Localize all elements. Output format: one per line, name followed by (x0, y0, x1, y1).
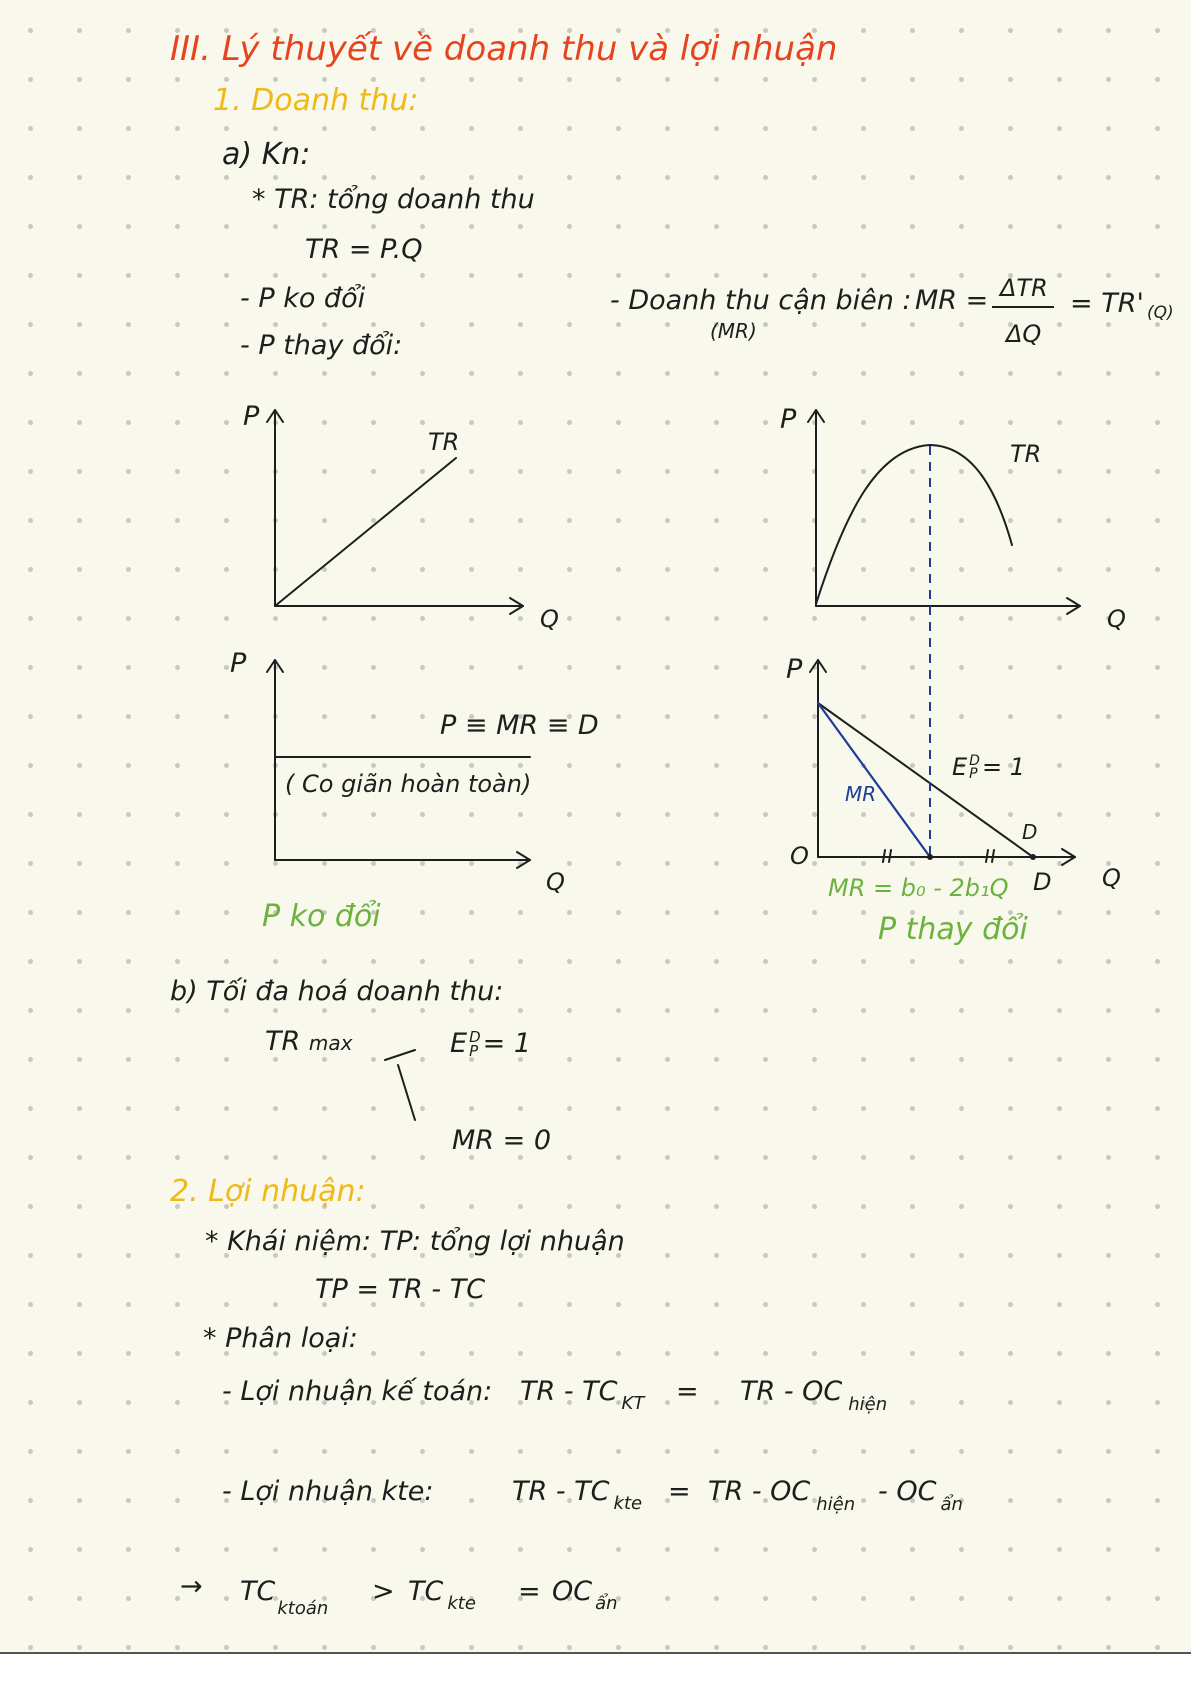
mr-denominator: ΔQ (1006, 320, 1042, 348)
graph2-q-label: Q (1107, 605, 1126, 633)
section-title: III. Lý thuyết về doanh thu và lợi nhuận (170, 29, 838, 69)
classification-label: * Phân loại: (203, 1323, 358, 1354)
graph1-q-label: Q (540, 605, 559, 633)
caption-price-constant: P ko đổi (262, 899, 381, 934)
conclusion-equals: = (518, 1576, 541, 1607)
caption-price-change: P thay đổi (878, 912, 1028, 947)
economic-profit-implicit (878, 1478, 963, 1514)
profit-formula: TP = TR - TC (315, 1274, 486, 1305)
bracket-bottom (398, 1065, 415, 1120)
economic-profit-formula (512, 1478, 642, 1513)
graph1-p-label: P (243, 401, 260, 432)
graph4-origin-label: O (790, 842, 809, 870)
conclusion-tc1: TC (240, 1576, 276, 1607)
cond1-e: E (450, 1028, 468, 1059)
acc-f2: TR - OC (740, 1376, 843, 1407)
mr-derivative: = TR' (1070, 288, 1144, 319)
econ-f2-sub: hiện (816, 1494, 856, 1515)
acc-f2-sub: hiện (848, 1394, 888, 1415)
graph3-p-label: P (230, 648, 247, 679)
mr-derivative-sub: (Q) (1147, 303, 1174, 323)
marginal-revenue-definition: - Doanh thu cận biên : (610, 285, 912, 316)
cond1-indices (469, 1028, 481, 1060)
tr-definition: * TR: tổng doanh thu (252, 184, 535, 215)
demand-axis-label: D (1033, 868, 1052, 896)
definition-label: a) Kn: (222, 137, 311, 172)
graph1-tr-label: TR (428, 428, 460, 456)
acc-f1-sub: KT (621, 1393, 645, 1414)
accounting-profit-formula (520, 1378, 644, 1413)
cond1-value: = 1 (482, 1028, 532, 1059)
graph4-q-label: Q (1102, 864, 1121, 892)
graph3-q-label: Q (546, 868, 565, 896)
heading-profit: 2. Lợi nhuận: (170, 1174, 366, 1209)
mr-numerator: ΔTR (1000, 274, 1048, 302)
conclusion-tc1-sub: ktoán (277, 1598, 329, 1619)
condition-unit-elasticity (450, 1030, 531, 1058)
conclusion-greater: > (372, 1576, 395, 1607)
flat-line-equation: P ≡ MR ≡ D (440, 710, 599, 741)
elasticity-value: = 1 (981, 753, 1025, 781)
graph2-p-label: P (780, 404, 797, 435)
conclusion-oc: OC (552, 1576, 593, 1607)
mr-curve-label: MR (845, 782, 877, 806)
tr-max-text: TR (265, 1026, 301, 1057)
elasticity-sub: P (969, 766, 978, 782)
conclusion-oc-sub: ẩn (595, 1593, 618, 1614)
elasticity-sup: D (969, 753, 980, 770)
conclusion-arrow: → (180, 1571, 203, 1602)
economic-profit-label: - Lợi nhuận kte: (222, 1476, 434, 1507)
econ-f1-sub: kte (613, 1493, 643, 1514)
accounting-profit-equals: = (676, 1376, 699, 1407)
graph2-tr-label: TR (1010, 440, 1042, 468)
accounting-profit-explicit (740, 1378, 887, 1414)
cond1-sup: D (469, 1028, 481, 1046)
mr-equals: MR = (915, 285, 989, 316)
accounting-profit-label: - Lợi nhuận kế toán: (222, 1376, 493, 1407)
marginal-revenue-abbr: (MR) (710, 319, 757, 343)
economic-profit-explicit (708, 1478, 855, 1514)
price-change-label: - P thay đổi: (240, 330, 403, 361)
econ-f1: TR - TC (512, 1476, 610, 1507)
econ-f3-sub: ẩn (940, 1494, 963, 1515)
economic-profit-equals: = (668, 1476, 691, 1507)
conclusion-oc-implicit (552, 1578, 618, 1613)
demand-curve-label: D (1022, 820, 1038, 844)
tr-max-sub: max (308, 1031, 353, 1055)
maximize-revenue-heading: b) Tối đa hoá doanh thu: (170, 976, 504, 1007)
econ-f2: TR - OC (708, 1476, 811, 1507)
tr-formula: TR = P.Q (305, 234, 423, 265)
conclusion-tc-economic (408, 1578, 476, 1613)
price-constant-label: - P ko đổi (240, 283, 366, 314)
mr-linear-formula: MR = b₀ - 2b₁Q (828, 874, 1009, 902)
conclusion-tc-accounting (240, 1578, 328, 1618)
conclusion-tc2: TC (408, 1576, 444, 1607)
bracket-top (385, 1050, 415, 1060)
flat-line-note: ( Co giãn hoàn toàn) (285, 770, 532, 798)
profit-concept: * Khái niệm: TP: tổng lợi nhuận (205, 1226, 625, 1257)
cond1-sub: P (469, 1041, 479, 1060)
econ-f3: - OC (878, 1476, 937, 1507)
acc-f1: TR - TC (520, 1376, 618, 1407)
conclusion-tc2-sub: kte (447, 1593, 476, 1614)
elasticity-e: E (952, 753, 968, 781)
heading-revenue: 1. Doanh thu: (213, 83, 419, 118)
condition-mr-zero: MR = 0 (452, 1125, 552, 1156)
graph4-p-label: P (786, 654, 803, 685)
